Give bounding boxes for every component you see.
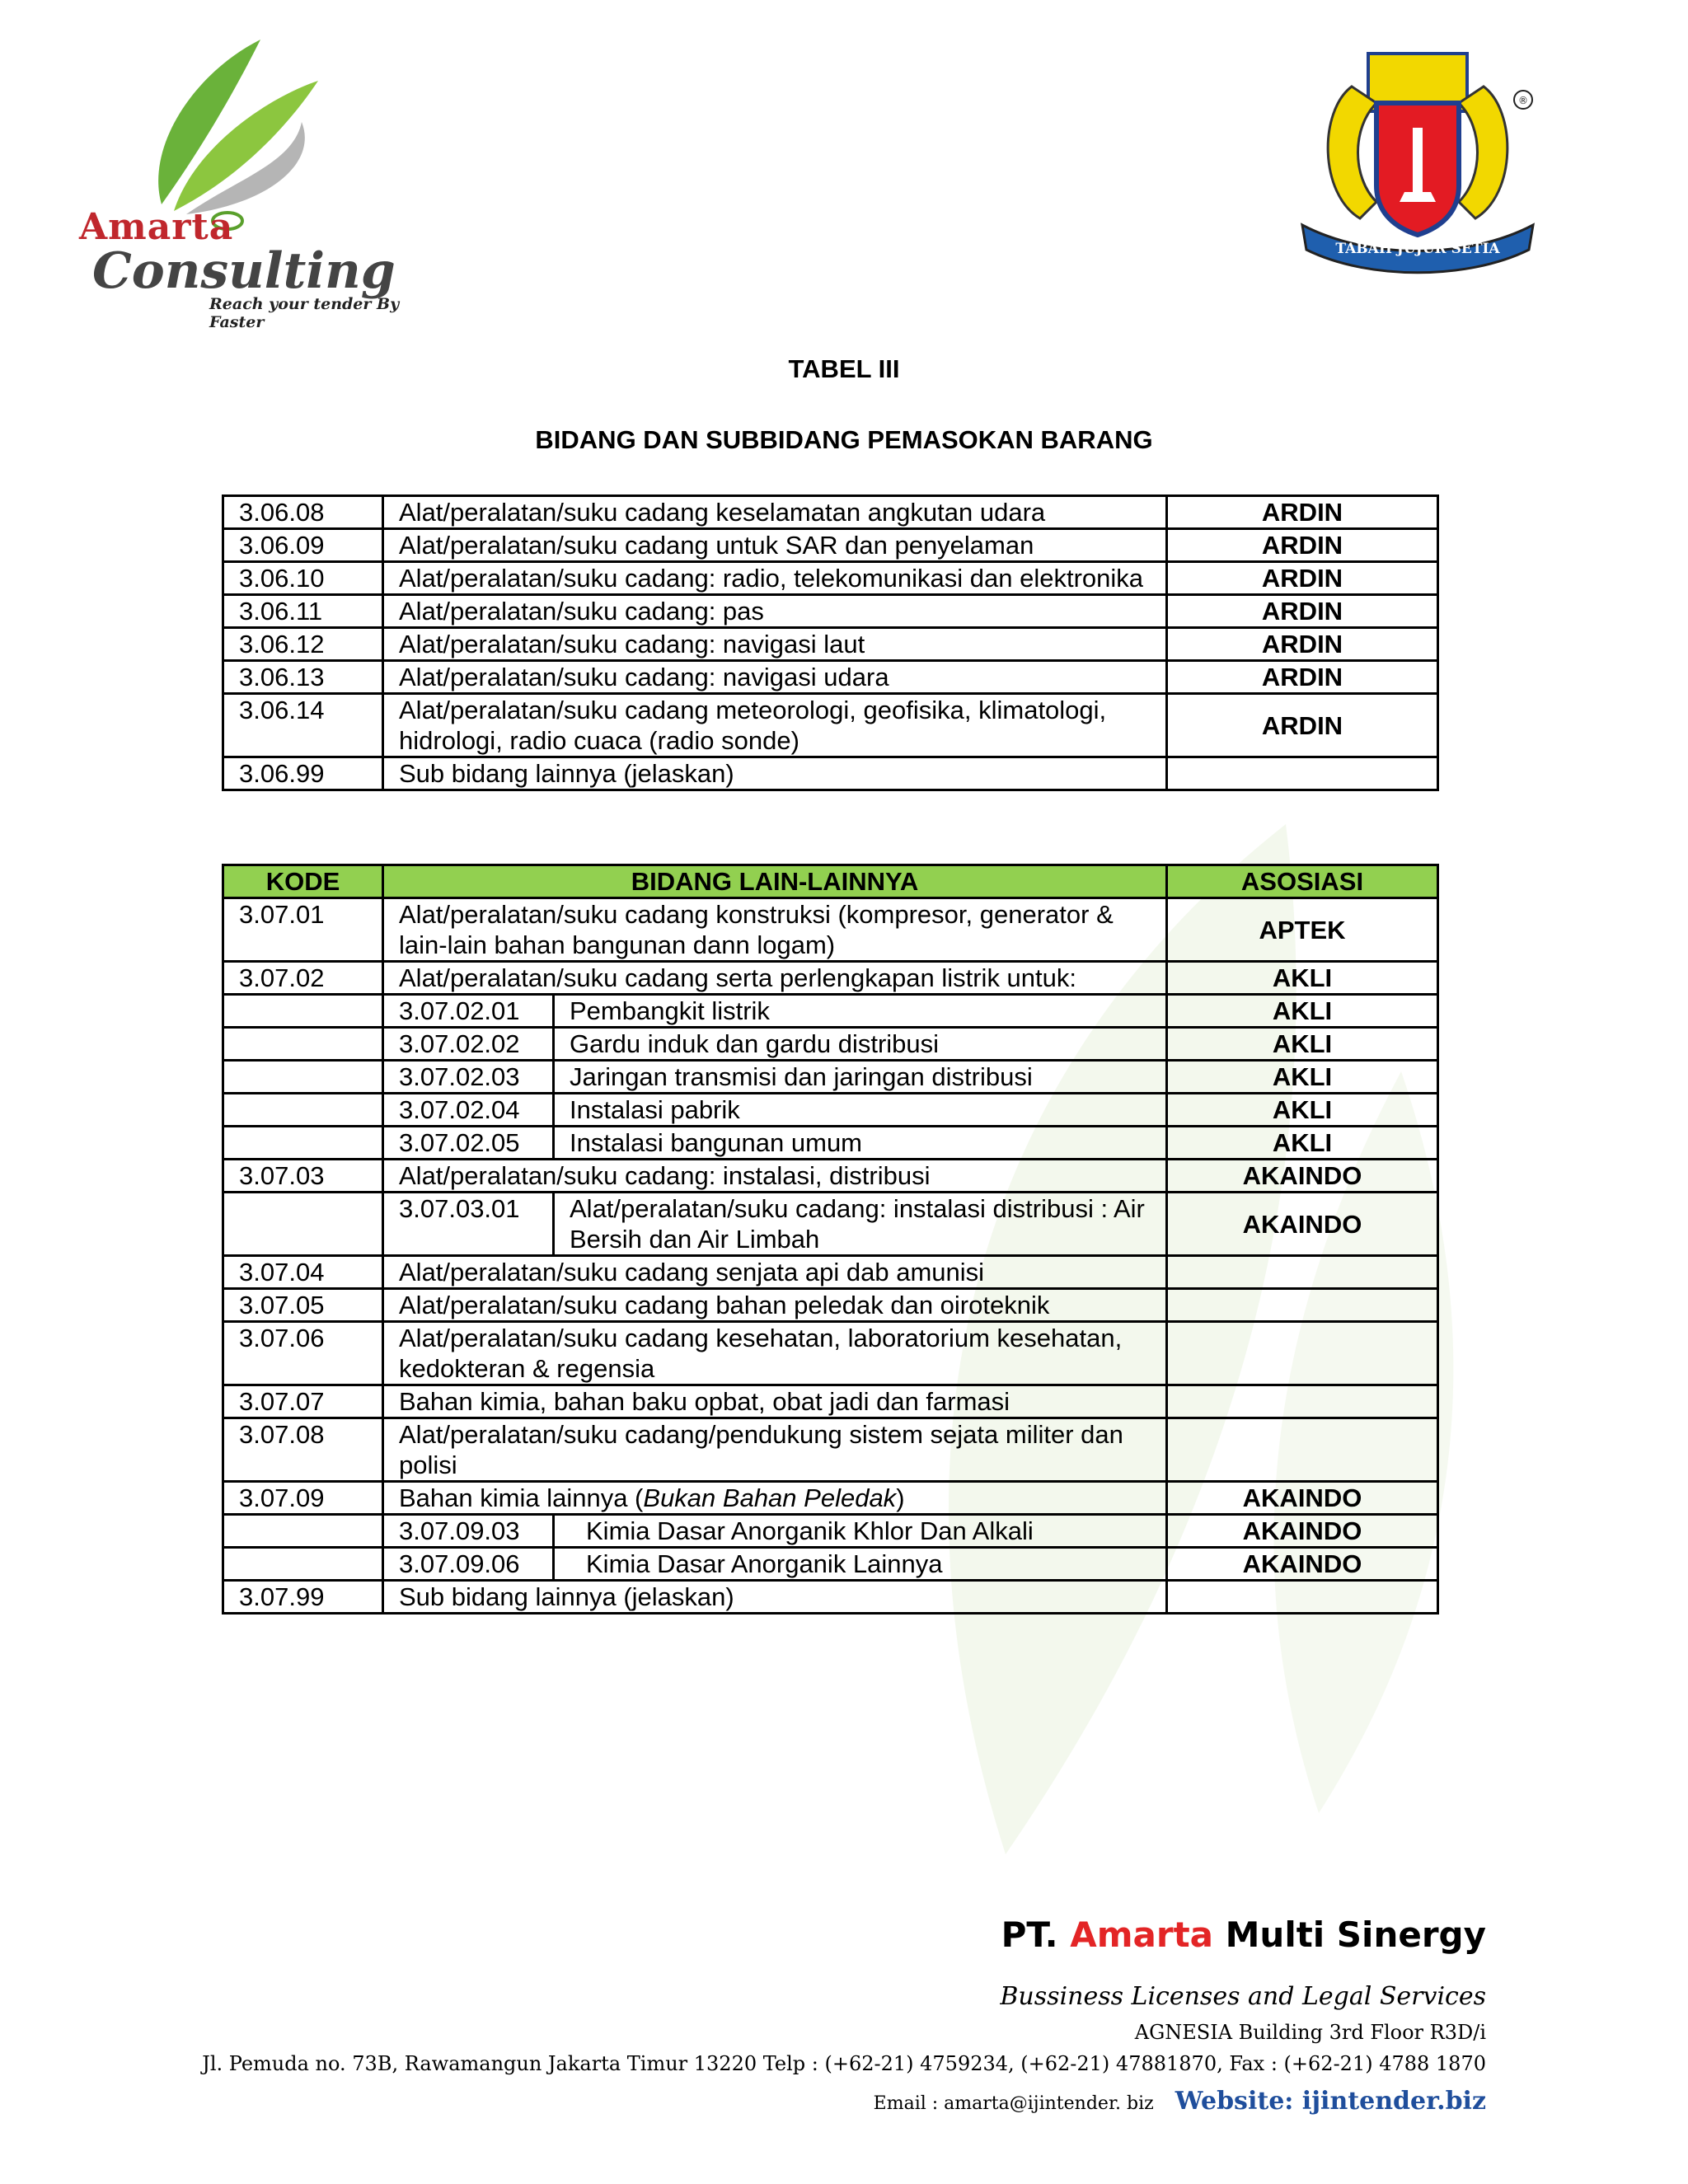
table-row: [223, 1322, 1438, 1385]
row-code: 3.06.13: [223, 661, 383, 694]
row-desc: Instalasi pabrik: [554, 1094, 1167, 1127]
table-subrow: [223, 995, 1438, 1028]
row-assoc: ARDIN: [1167, 595, 1438, 628]
row-assoc: AKLI: [1167, 1127, 1438, 1160]
company-accent: Amarta: [1070, 1915, 1213, 1955]
row-desc: Alat/peralatan/suku cadang kesehatan, laboratorium kesehatan, kedokteran & regensia: [383, 1322, 1167, 1385]
table-row: [223, 898, 1438, 962]
row-code: 3.07.08: [223, 1418, 383, 1482]
row-desc: Alat/peralatan/suku cadang: instalasi, distribusi: [383, 1160, 1167, 1193]
row-desc: Kimia Dasar Anorganik Lainnya: [554, 1548, 1167, 1581]
row-assoc: [1167, 757, 1438, 790]
row-subcode: 3.07.03.01: [383, 1193, 554, 1256]
row-code: 3.07.03: [223, 1160, 383, 1193]
row-code-empty: [223, 1193, 383, 1256]
row-assoc: AKAINDO: [1167, 1193, 1438, 1256]
header-code: KODE: [223, 865, 383, 898]
row-code-empty: [223, 1028, 383, 1061]
row-desc: Bahan kimia, bahan baku opbat, obat jadi dan farmasi: [383, 1385, 1167, 1418]
table-row: [223, 1160, 1438, 1193]
footer-building: AGNESIA Building 3rd Floor R3D/i: [1134, 2021, 1486, 2044]
row-desc: Pembangkit listrik: [554, 995, 1167, 1028]
crest-icon: [1286, 37, 1550, 284]
row-desc: Alat/peralatan/suku cadang serta perlengkapan listrik untuk:: [383, 962, 1167, 995]
row-assoc: AKAINDO: [1167, 1482, 1438, 1515]
row-assoc: ARDIN: [1167, 496, 1438, 529]
row-assoc: APTEK: [1167, 898, 1438, 962]
row-assoc: ARDIN: [1167, 661, 1438, 694]
row-desc: Alat/peralatan/suku cadang: instalasi distribusi : Air Bersih dan Air Limbah: [554, 1193, 1167, 1256]
header-desc: BIDANG LAIN-LAINNYA: [383, 865, 1167, 898]
row-desc: Alat/peralatan/suku cadang: pas: [383, 595, 1167, 628]
row-code: 3.06.09: [223, 529, 383, 562]
table-row: [223, 757, 1438, 790]
table-row: [223, 661, 1438, 694]
leaf-icon: [71, 23, 434, 237]
row-desc: Kimia Dasar Anorganik Khlor Dan Alkali: [554, 1515, 1167, 1548]
row-assoc: AKLI: [1167, 1094, 1438, 1127]
company-suffix: Multi Sinergy: [1213, 1915, 1486, 1955]
registered-mark: ®: [1518, 95, 1528, 106]
table-subrow: [223, 1515, 1438, 1548]
row-code: 3.06.08: [223, 496, 383, 529]
row-desc: Alat/peralatan/suku cadang/pendukung sistem sejata militer dan polisi: [383, 1418, 1167, 1482]
row-desc: Sub bidang lainnya (jelaskan): [383, 1581, 1167, 1614]
table-supply-3-06: [222, 494, 1439, 791]
row-desc: Alat/peralatan/suku cadang meteorologi, geofisika, klimatologi, hidrologi, radio cuaca (radio sonde): [383, 694, 1167, 757]
table-row: [223, 962, 1438, 995]
row-assoc: [1167, 1256, 1438, 1289]
page-subtitle: BIDANG DAN SUBBIDANG PEMASOKAN BARANG: [535, 425, 1153, 454]
row-code: 3.07.04: [223, 1256, 383, 1289]
row-code: 3.07.06: [223, 1322, 383, 1385]
row-code-empty: [223, 1515, 383, 1548]
table-row: [223, 529, 1438, 562]
row-subcode: 3.07.09.06: [383, 1548, 554, 1581]
row-assoc: ARDIN: [1167, 562, 1438, 595]
row-code-empty: [223, 1094, 383, 1127]
company-prefix: PT.: [1001, 1915, 1071, 1955]
row-assoc: ARDIN: [1167, 628, 1438, 661]
row-code-empty: [223, 1548, 383, 1581]
footer-website-link[interactable]: Website: ijintender.biz: [1175, 2087, 1486, 2116]
logo-sub: Consulting: [92, 242, 396, 300]
row-assoc: AKLI: [1167, 962, 1438, 995]
table-row: [223, 1581, 1438, 1614]
row-code: 3.07.05: [223, 1289, 383, 1322]
row-assoc: [1167, 1581, 1438, 1614]
row-subcode: 3.07.02.02: [383, 1028, 554, 1061]
row-code: 3.07.01: [223, 898, 383, 962]
table-row: [223, 1289, 1438, 1322]
footer-services: Bussiness Licenses and Legal Services: [1000, 1982, 1486, 2011]
row-subcode: 3.07.02.05: [383, 1127, 554, 1160]
row-code: 3.07.07: [223, 1385, 383, 1418]
row-desc: Instalasi bangunan umum: [554, 1127, 1167, 1160]
row-subcode: 3.07.02.04: [383, 1094, 554, 1127]
table-row: [223, 694, 1438, 757]
row-code: 3.06.10: [223, 562, 383, 595]
row-assoc: AKLI: [1167, 1061, 1438, 1094]
row-desc: Alat/peralatan/suku cadang: navigasi udara: [383, 661, 1167, 694]
page-title: TABEL III: [788, 354, 900, 383]
row-subcode: 3.07.02.01: [383, 995, 554, 1028]
row-assoc: [1167, 1418, 1438, 1482]
row-code: 3.06.99: [223, 757, 383, 790]
table-row: [223, 1256, 1438, 1289]
row-assoc: [1167, 1289, 1438, 1322]
row-desc-suffix: ): [896, 1483, 905, 1512]
row-code: 3.06.11: [223, 595, 383, 628]
row-desc: Alat/peralatan/suku cadang senjata api dab amunisi: [383, 1256, 1167, 1289]
row-code: 3.06.12: [223, 628, 383, 661]
table-row: [223, 628, 1438, 661]
footer-email: Email : amarta@ijintender. biz: [873, 2093, 1154, 2114]
row-code: 3.07.99: [223, 1581, 383, 1614]
row-assoc: AKLI: [1167, 995, 1438, 1028]
row-code-empty: [223, 1127, 383, 1160]
row-code: 3.07.02: [223, 962, 383, 995]
row-desc-prefix: Bahan kimia lainnya (: [399, 1483, 644, 1512]
table-row: [223, 1385, 1438, 1418]
row-assoc: AKAINDO: [1167, 1160, 1438, 1193]
logo-name: Amarta: [79, 206, 234, 248]
table-row: [223, 595, 1438, 628]
table-subrow: [223, 1028, 1438, 1061]
row-desc: Alat/peralatan/suku cadang: navigasi laut: [383, 628, 1167, 661]
row-subcode: 3.07.09.03: [383, 1515, 554, 1548]
table-subrow: [223, 1127, 1438, 1160]
jakarta-emblem: [1286, 37, 1550, 284]
table-subrow: [223, 1193, 1438, 1256]
table-subrow: [223, 1061, 1438, 1094]
row-assoc: AKAINDO: [1167, 1515, 1438, 1548]
row-assoc: [1167, 1322, 1438, 1385]
table-header-row: [223, 865, 1438, 898]
row-code: 3.07.09: [223, 1482, 383, 1515]
row-code: 3.06.14: [223, 694, 383, 757]
row-desc: [383, 1482, 1167, 1515]
footer-contact: [874, 2087, 1486, 2116]
row-desc: Sub bidang lainnya (jelaskan): [383, 757, 1167, 790]
row-desc: Jaringan transmisi dan jaringan distribusi: [554, 1061, 1167, 1094]
row-desc: Alat/peralatan/suku cadang bahan peledak dan oiroteknik: [383, 1289, 1167, 1322]
row-code-empty: [223, 1061, 383, 1094]
table-row: [223, 496, 1438, 529]
emblem-motto: TABAH JUJUR SETIA: [1335, 241, 1500, 257]
row-assoc: ARDIN: [1167, 529, 1438, 562]
row-desc: Alat/peralatan/suku cadang keselamatan angkutan udara: [383, 496, 1167, 529]
row-assoc: AKAINDO: [1167, 1548, 1438, 1581]
row-assoc: AKLI: [1167, 1028, 1438, 1061]
footer-address: Jl. Pemuda no. 73B, Rawamangun Jakarta Timur 13220 Telp : (+62-21) 4759234, (+62-21) 47881870, Fax : (+62-21) 4788 1870: [202, 2052, 1486, 2075]
table-subrow: [223, 1094, 1438, 1127]
row-desc-italic: Bukan Bahan Peledak: [643, 1483, 897, 1512]
table-supply-3-07: [222, 864, 1439, 1615]
row-assoc: ARDIN: [1167, 694, 1438, 757]
table-subrow: [223, 1548, 1438, 1581]
row-subcode: 3.07.02.03: [383, 1061, 554, 1094]
logo-tagline: Reach your tender By Faster: [209, 295, 400, 331]
table-row: [223, 1482, 1438, 1515]
row-desc: Gardu induk dan gardu distribusi: [554, 1028, 1167, 1061]
table-row: [223, 1418, 1438, 1482]
row-desc: Alat/peralatan/suku cadang: radio, telekomunikasi dan elektronika: [383, 562, 1167, 595]
row-desc: Alat/peralatan/suku cadang konstruksi (kompresor, generator & lain-lain bahan bangunan dann logam): [383, 898, 1167, 962]
row-assoc: [1167, 1385, 1438, 1418]
footer-company: [1001, 1915, 1486, 1955]
header-assoc: ASOSIASI: [1167, 865, 1438, 898]
row-desc: Alat/peralatan/suku cadang untuk SAR dan penyelaman: [383, 529, 1167, 562]
amarta-consulting-logo: [71, 23, 434, 331]
table-row: [223, 562, 1438, 595]
row-code-empty: [223, 995, 383, 1028]
